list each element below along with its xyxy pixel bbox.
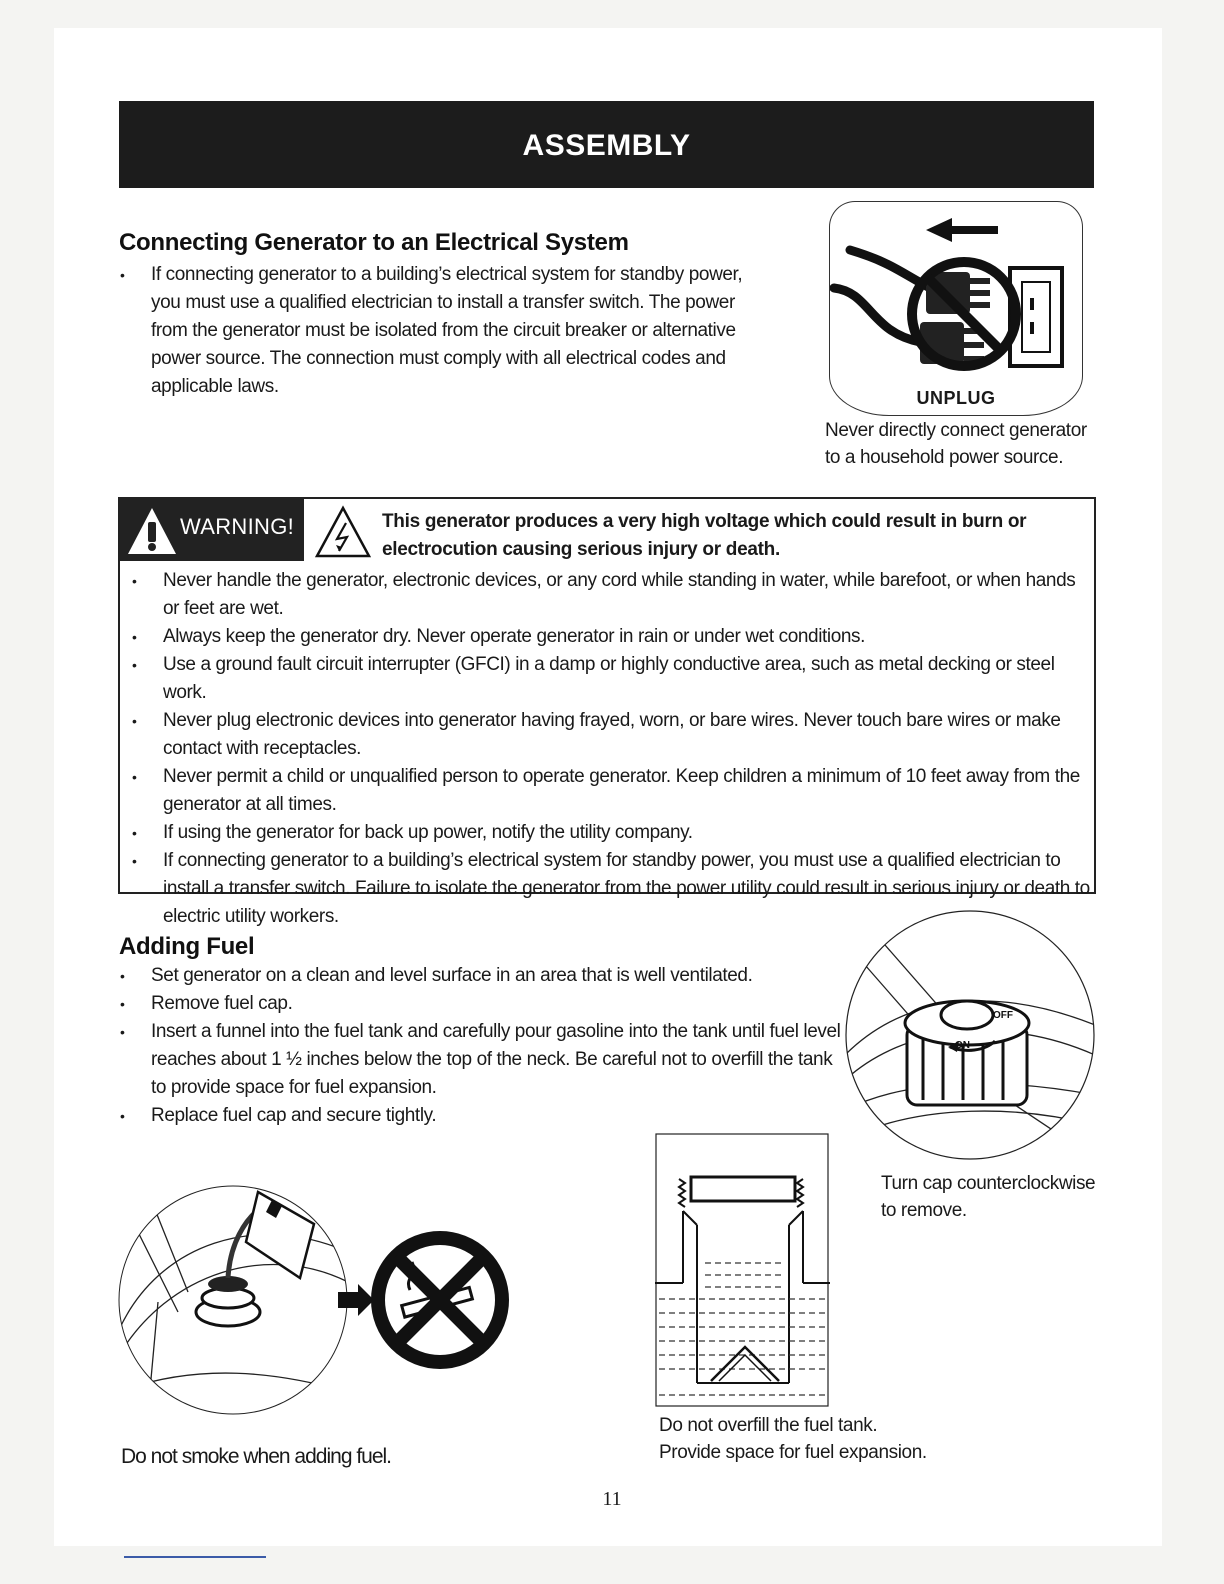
list-item: • Replace fuel cap and secure tightly. [119, 1102, 849, 1130]
smoke-caption: Do not smoke when adding fuel. [121, 1445, 392, 1468]
warning-box [118, 497, 1096, 927]
connecting-heading: Connecting Generator to an Electrical System [119, 229, 629, 256]
unplug-illustration [830, 202, 1082, 392]
fuel-bullet-list [119, 962, 849, 1130]
warning-bullet-list [131, 567, 1091, 931]
warning-label: WARNING! [180, 514, 295, 539]
electrical-hazard-icon [314, 505, 372, 559]
cap-off-label: OFF [993, 1010, 1013, 1021]
list-item: • If connecting generator to a building’s electrical system for standby power, you must use a qualified electrician to install a transfer switch. The power from the generator must be isolated from the circuit breaker or alternative power source. The connection must comply with all electrical codes and applicable laws. [119, 261, 749, 401]
warning-headline: This generator produces a very high voltage which could result in burn or electrocution causing serious injury or death. [382, 511, 1027, 560]
list-item: • Always keep the generator dry. Never operate generator in rain or under wet conditions. [131, 623, 1091, 651]
warning-tab [120, 499, 304, 561]
unplug-label: UNPLUG [916, 388, 996, 408]
list-item: • Insert a funnel into the fuel tank and carefully pour gasoline into the tank until fuel level reaches about 1 ½ inches below the top of the neck. Be careful not to overfill the tank to provide space for fuel expansion. [119, 1018, 849, 1102]
tank-caption: Do not overfill the fuel tank. Provide space for fuel expansion. [659, 1415, 927, 1463]
unplug-caption: Never directly connect generator to a household power source. [825, 420, 1087, 468]
fuel-cap-illustration [845, 905, 1095, 1165]
cap-on-label: ON [955, 1040, 970, 1051]
warning-triangle-icon [126, 505, 178, 557]
arrow-left-icon [926, 218, 998, 242]
unplug-figure [829, 201, 1083, 416]
pouring-fuel-illustration [118, 1182, 518, 1422]
list-item: • Remove fuel cap. [119, 990, 849, 1018]
tank-fill-diagram [655, 1133, 830, 1408]
no-smoking-icon [378, 1238, 502, 1362]
list-item: • If connecting generator to a building’s electrical system for standby power, you must use a qualified electrician to install a transfer switch. Failure to isolate the generator from the power utility could result in serious injury or death to electric utility workers. [131, 847, 1091, 931]
list-item: • Set generator on a clean and level surface in an area that is well ventilated. [119, 962, 849, 990]
divider [124, 1556, 266, 1558]
connecting-bullet-list [119, 261, 749, 401]
list-item: • Never handle the generator, electronic devices, or any cord while standing in water, while barefoot, or when hands or feet are wet. [131, 567, 1091, 623]
list-item: • If using the generator for back up power, notify the utility company. [131, 819, 1091, 847]
fuel-heading: Adding Fuel [119, 933, 255, 960]
section-banner: ASSEMBLY [119, 101, 1094, 188]
page-number: 11 [602, 1488, 622, 1510]
list-item: • Never permit a child or unqualified person to operate generator. Keep children a minimum of 10 feet away from the generator at all times. [131, 763, 1091, 819]
cap-caption: Turn cap counterclockwise to remove. [881, 1173, 1096, 1221]
list-item: • Never plug electronic devices into generator having frayed, worn, or bare wires. Never touch bare wires or make contact with receptacles. [131, 707, 1091, 763]
list-item: • Use a ground fault circuit interrupter (GFCI) in a damp or highly conductive area, such as metal decking or steel work. [131, 651, 1091, 707]
